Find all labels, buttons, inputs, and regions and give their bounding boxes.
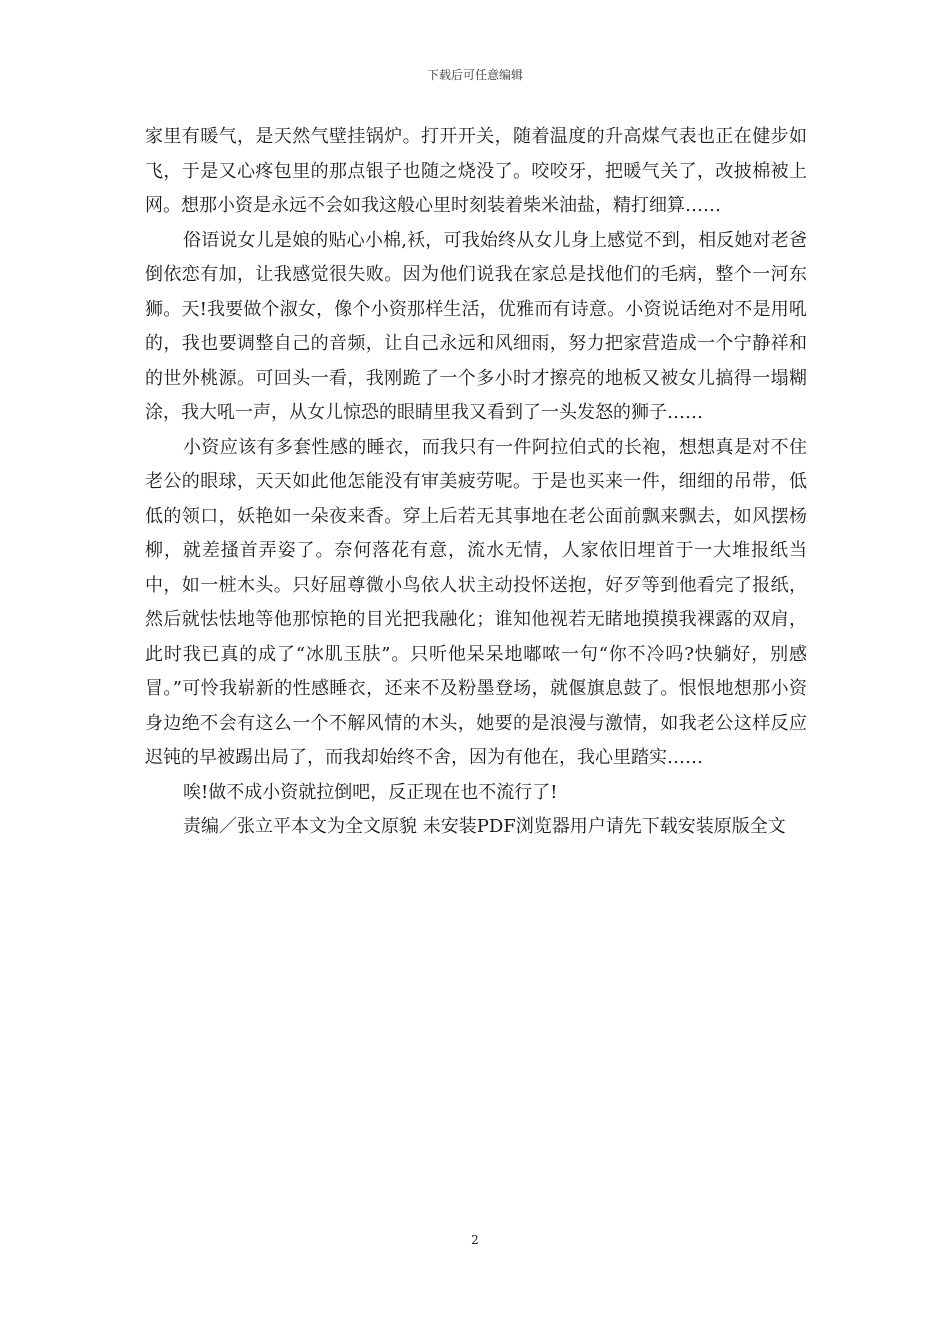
editor-credit: 责编／张立平 <box>183 816 291 837</box>
paragraph-1: 家里有暖气，是天然气壁挂锅炉。打开开关，随着温度的升高煤气表也正在健步如飞，于是又心疼包里的那点银子也随之烧没了。咬咬牙，把暖气关了，改披棉被上网。想那小资是永远不会如我这般心里时刻装着柴米油盐，精打细算…… <box>145 126 807 216</box>
paragraph-2: 俗语说女儿是娘的贴心小棉,袄，可我始终从女儿身上感觉不到，相反她对老爸倒依恋有加，让我感觉很失败。因为他们说我在家总是找他们的毛病，整个一河东狮。天!我要做个淑女，像个小资那样生活，优雅而有诗意。小资说话绝对不是用吼的，我也要调整自己的音频，让自己永远和风细雨，努力把家营造成一个宁静祥和的世外桃源。可回头一看，我刚跪了一个多小时才擦亮的地板又被女儿搞得一塌糊涂，我大吼一声，从女儿惊恐的眼睛里我又看到了一头发怒的狮子…… <box>145 229 807 423</box>
page-number: 2 <box>471 1233 479 1247</box>
page-header: 下载后可任意编辑 <box>426 68 523 82</box>
footer-line <box>145 810 807 845</box>
paragraph-3: 小资应该有多套性感的睡衣，而我只有一件阿拉伯式的长袍，想想真是对不住老公的眼球，天天如此他怎能没有审美疲劳呢。于是也买来一件，细细的吊带，低低的领口，妖艳如一朵夜来香。穿上后若无其事地在老公面前飘来飘去，如风摆杨柳，就差搔首弄姿了。奈何落花有意，流水无情，人家依旧埋首于一大堆报纸当中，如一桩木头。只好屈尊微小鸟依人状主动投怀送抱，好歹等到他看完了报纸，然后就怯怯地等他那惊艳的目光把我融化；谁知他视若无睹地摸摸我裸露的双肩，此时我已真的成了“冰肌玉肤”。只听他呆呆地嘟哝一句“你不冷吗?快躺好，别感冒。”可怜我崭新的性感睡衣，还来不及粉墨登场，就偃旗息鼓了。恨恨地想那小资身边绝不会有这么一个不解风情的木头，她要的是浪漫与激情，如我老公这样反应迟钝的早被踢出局了，而我却始终不舍，因为有他在，我心里踏实…… <box>145 436 807 768</box>
article-body <box>145 120 807 845</box>
download-notice: 本文为全文原貌 未安装PDF浏览器用户请先下载安装原版全文 <box>291 816 786 837</box>
paragraph-4: 唉!做不成小资就拉倒吧，反正现在也不流行了! <box>183 781 558 803</box>
